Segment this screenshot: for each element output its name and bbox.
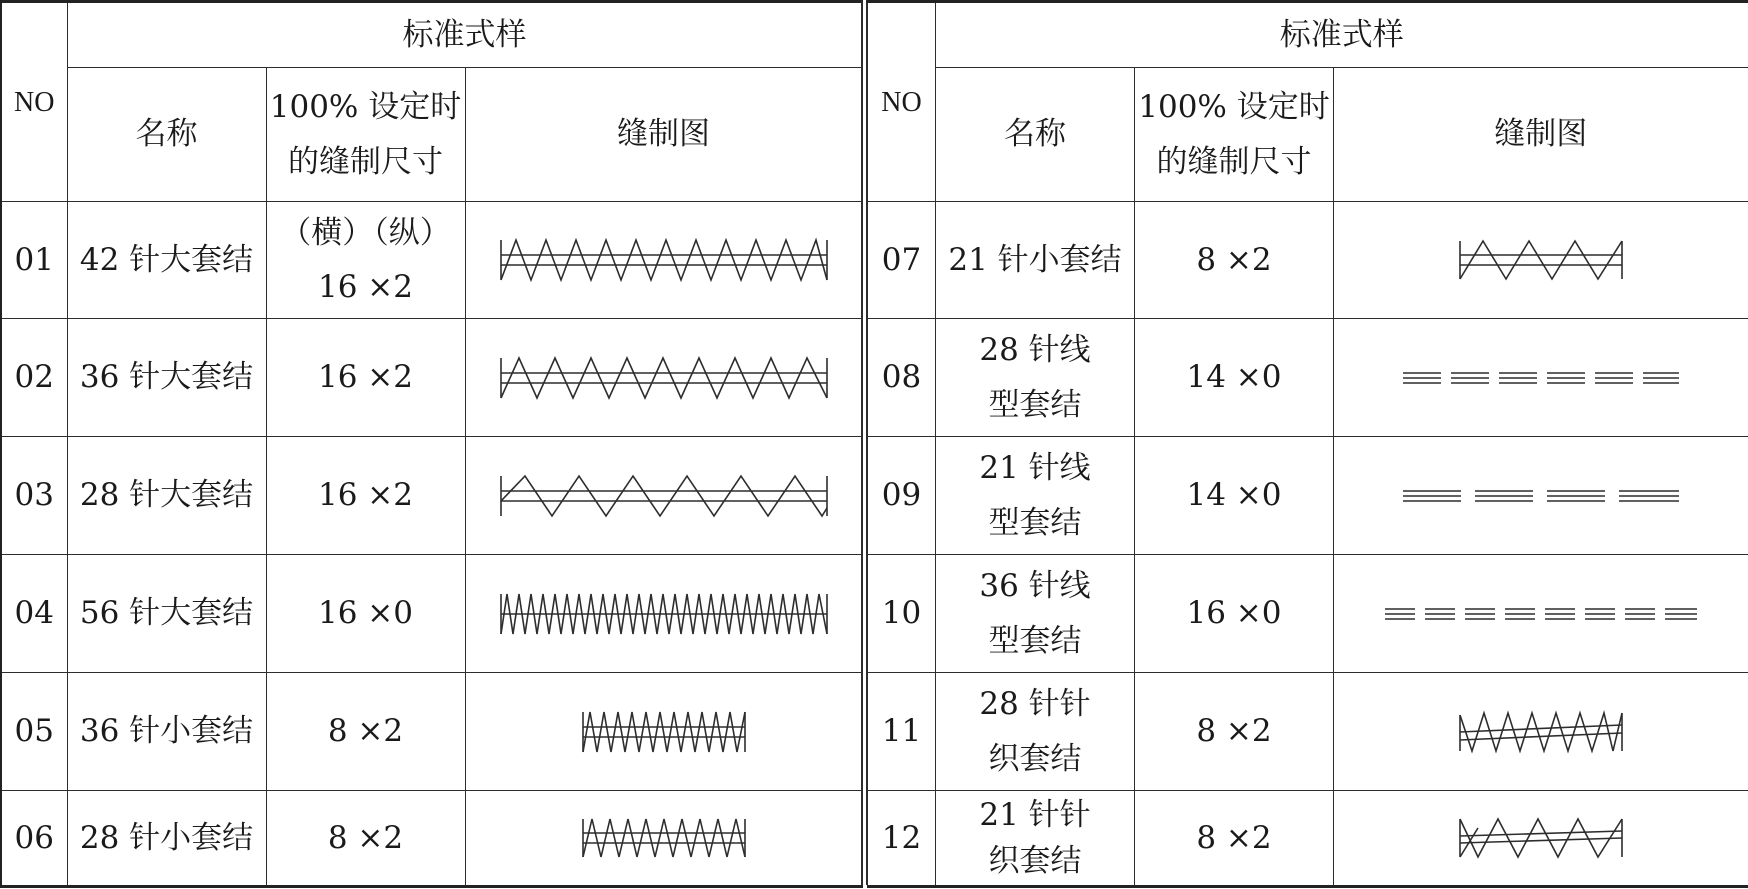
zigzag-stitch-icon xyxy=(499,591,829,637)
pattern-name xyxy=(936,437,1135,555)
pattern-name-line2: 织套结 xyxy=(988,843,1082,879)
pattern-name-line2: 型套结 xyxy=(988,504,1082,541)
zigzag-stitch-icon xyxy=(499,237,829,283)
sewing-drawing xyxy=(1334,555,1748,673)
sewing-drawing xyxy=(1334,202,1748,319)
row-number: 06 xyxy=(1,791,67,887)
table-row xyxy=(868,437,1748,555)
linear-stitch-icon xyxy=(1401,368,1681,388)
drawing-header: 缝制图 xyxy=(465,68,862,202)
sewing-drawing xyxy=(1334,673,1748,791)
sewing-size xyxy=(266,202,465,319)
pattern-name-line1: 28 针针 xyxy=(979,686,1091,723)
table-row xyxy=(1,555,862,673)
table-row xyxy=(868,673,1748,791)
table-row xyxy=(868,555,1748,673)
name-header: 名称 xyxy=(67,68,266,202)
pattern-name-line1: 28 针线 xyxy=(979,332,1091,369)
linear-stitch-icon xyxy=(1401,486,1681,506)
sewing-size: 16 ×0 xyxy=(266,555,465,673)
sewing-size: 8 ×2 xyxy=(1135,673,1334,791)
row-number: 10 xyxy=(868,555,936,673)
sewing-drawing xyxy=(465,437,862,555)
pattern-name xyxy=(936,791,1135,887)
pattern-name: 42 针大套结 xyxy=(67,202,266,319)
zigzag-stitch-icon xyxy=(581,709,747,755)
row-number: 07 xyxy=(868,202,936,319)
pattern-name-line2: 织套结 xyxy=(988,740,1082,777)
sewing-drawing xyxy=(465,555,862,673)
sewing-size-header-line1: 100% 设定时 xyxy=(1138,89,1330,126)
sewing-drawing xyxy=(465,202,862,319)
table-row xyxy=(868,202,1748,319)
no-header: NO xyxy=(1,2,67,202)
table-row xyxy=(868,791,1748,887)
sewing-size-header-line1: 100% 设定时 xyxy=(269,89,462,126)
row-number: 05 xyxy=(1,673,67,791)
no-header: NO xyxy=(868,2,936,202)
sewing-drawing xyxy=(1334,437,1748,555)
drawing-header: 缝制图 xyxy=(1334,68,1748,202)
pattern-name-line1: 21 针针 xyxy=(979,796,1091,833)
table-row xyxy=(1,319,862,437)
size-value: 16 ×2 xyxy=(318,269,413,305)
sewing-size: 14 ×0 xyxy=(1135,319,1334,437)
table-row xyxy=(1,202,862,319)
pattern-name: 28 针大套结 xyxy=(67,437,266,555)
table-row xyxy=(868,319,1748,437)
table-row xyxy=(1,437,862,555)
row-number: 02 xyxy=(1,319,67,437)
pattern-name-line1: 21 针线 xyxy=(979,450,1091,487)
sewing-drawing xyxy=(465,791,862,887)
sewing-size-header xyxy=(1135,68,1334,202)
pattern-name-line2: 型套结 xyxy=(988,386,1082,423)
pattern-name-line2: 型套结 xyxy=(988,622,1082,659)
sewing-drawing xyxy=(465,673,862,791)
pattern-name: 36 针小套结 xyxy=(67,673,266,791)
knit-zigzag-stitch-icon xyxy=(1458,710,1624,754)
row-number: 09 xyxy=(868,437,936,555)
standard-style-header: 标准式样 xyxy=(67,2,862,68)
knit-zigzag-stitch-icon xyxy=(1458,816,1624,860)
name-header: 名称 xyxy=(936,68,1135,202)
sewing-size: 16 ×0 xyxy=(1135,555,1334,673)
zigzag-stitch-icon xyxy=(499,355,829,401)
sewing-size: 8 ×2 xyxy=(266,791,465,887)
table-row xyxy=(1,673,862,791)
sewing-drawing xyxy=(465,319,862,437)
zigzag-stitch-icon xyxy=(1458,238,1624,282)
pattern-name-line1: 36 针线 xyxy=(979,568,1091,605)
left-pattern-table xyxy=(0,0,863,888)
standard-style-header: 标准式样 xyxy=(936,2,1748,68)
sewing-size: 16 ×2 xyxy=(266,437,465,555)
sewing-size: 8 ×2 xyxy=(1135,202,1334,319)
sewing-size-header-line2: 的缝制尺寸 xyxy=(1156,143,1312,180)
table-row xyxy=(1,791,862,887)
sewing-drawing xyxy=(1334,791,1748,887)
sewing-size: 8 ×2 xyxy=(266,673,465,791)
row-number: 08 xyxy=(868,319,936,437)
zigzag-stitch-icon xyxy=(581,816,747,860)
pattern-name: 36 针大套结 xyxy=(67,319,266,437)
sewing-drawing xyxy=(1334,319,1748,437)
zigzag-stitch-icon xyxy=(499,473,829,519)
pattern-name xyxy=(936,673,1135,791)
sewing-size-header-line2: 的缝制尺寸 xyxy=(288,143,443,180)
right-pattern-table xyxy=(867,0,1748,888)
pattern-name xyxy=(936,319,1135,437)
row-number: 01 xyxy=(1,202,67,319)
row-number: 03 xyxy=(1,437,67,555)
sewing-size: 14 ×0 xyxy=(1135,437,1334,555)
row-number: 11 xyxy=(868,673,936,791)
sewing-size: 8 ×2 xyxy=(1135,791,1334,887)
sewing-size-header xyxy=(266,68,465,202)
row-number: 12 xyxy=(868,791,936,887)
pattern-name xyxy=(936,555,1135,673)
sewing-size: 16 ×2 xyxy=(266,319,465,437)
pattern-name: 56 针大套结 xyxy=(67,555,266,673)
pattern-name: 28 针小套结 xyxy=(67,791,266,887)
linear-stitch-icon xyxy=(1383,604,1699,624)
row-number: 04 xyxy=(1,555,67,673)
size-direction-label: （横）（纵） xyxy=(280,214,451,251)
pattern-name: 21 针小套结 xyxy=(936,202,1135,319)
